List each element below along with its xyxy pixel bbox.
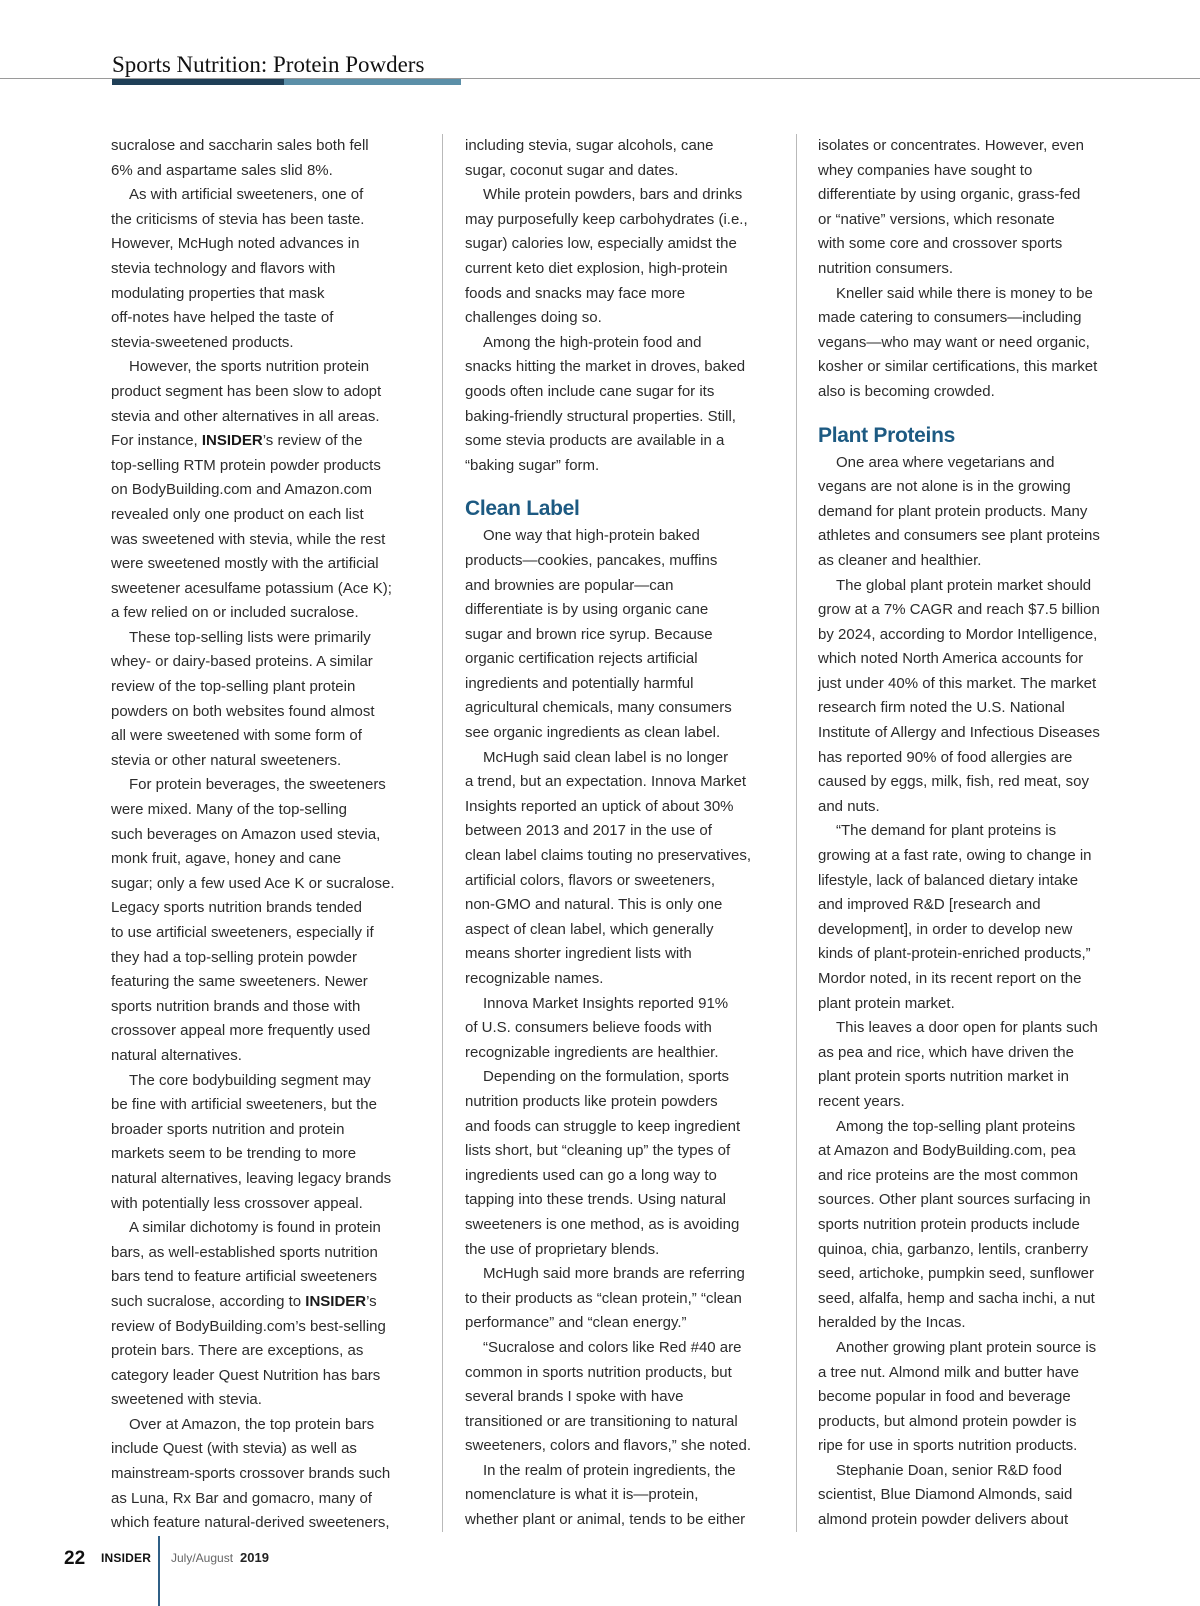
text-line: off-notes have helped the taste of [111, 309, 334, 327]
text-line: products—cookies, pancakes, muffins [465, 551, 718, 569]
text-line: tapping into these trends. Using natural [465, 1191, 726, 1209]
paragraph [465, 1262, 783, 1336]
text-line: performance” and “clean energy.” [465, 1314, 687, 1332]
text-line: For protein beverages, the sweeteners [129, 776, 386, 794]
text-line: Innova Market Insights reported 91% [483, 994, 729, 1012]
text-line: just under 40% of this market. The market [818, 674, 1097, 692]
text-line: sugar and brown rice syrup. Because [465, 625, 713, 643]
paragraph [111, 626, 429, 774]
text-line: with some core and crossover sports [818, 235, 1063, 253]
text-line: review of BodyBuilding.com’s best-selling [111, 1317, 386, 1335]
text-line: of U.S. consumers believe foods with [465, 1019, 712, 1037]
text-line: become popular in food and beverage [818, 1388, 1071, 1406]
text-line: sweeteners is one method, as is avoiding [465, 1215, 740, 1233]
text-line: “baking sugar” form. [465, 456, 600, 474]
paragraph [818, 1336, 1136, 1459]
text-line: scientist, Blue Diamond Almonds, said [818, 1486, 1073, 1504]
text-line: and improved R&D [research and [818, 896, 1041, 914]
text-line: McHugh said clean label is no longer [483, 748, 729, 766]
text-line: see organic ingredients as clean label. [465, 724, 721, 742]
text-line: which feature natural-derived sweeteners, [111, 1514, 390, 1532]
paragraph [818, 574, 1136, 820]
paragraph [465, 1336, 783, 1459]
text-line: foods and snacks may face more [465, 284, 686, 302]
text-line: recent years. [818, 1092, 905, 1110]
text-line: sugar; only a few used Ace K or sucralose. [111, 874, 395, 892]
text-line: sweetened with stevia. [111, 1391, 262, 1409]
text-line: including stevia, sugar alcohols, cane [465, 137, 714, 154]
text-line: sources. Other plant sources surfacing in [818, 1191, 1091, 1209]
article-column-3 [818, 134, 1136, 1533]
column-divider [796, 134, 797, 1532]
footer-year: 2019 [240, 1550, 269, 1565]
text-line: to use artificial sweeteners, especially if [111, 924, 374, 941]
text-line: common in sports nutrition products, but [465, 1363, 732, 1381]
paragraph [465, 134, 783, 183]
text-line: kinds of plant-protein-enriched products,” [818, 945, 1091, 963]
text-line: Insights reported an uptick of about 30% [465, 797, 734, 815]
paragraph [818, 282, 1136, 405]
text-line: The global plant protein market should [836, 576, 1092, 594]
text-line: as pea and rice, which have driven the [818, 1043, 1074, 1061]
text-line: the use of proprietary blends. [465, 1240, 660, 1258]
text-line: ingredients and potentially harmful [465, 674, 694, 692]
text-line: sucralose and saccharin sales both fell [111, 137, 369, 154]
paragraph [818, 1115, 1136, 1336]
text-line: Another growing plant protein source is [836, 1338, 1097, 1356]
text-line: sports nutrition brands and those with [111, 997, 361, 1015]
text-line: stevia-sweetened products. [111, 333, 294, 351]
text-line: nomenclature is what it is—protein, [465, 1486, 699, 1504]
text-line: sweeteners, colors and flavors,” she noted. [465, 1437, 751, 1455]
text-line: artificial colors, flavors or sweeteners, [465, 871, 716, 889]
text-line: Kneller said while there is money to be [836, 284, 1093, 302]
text-line: such beverages on Amazon used stevia, [111, 825, 381, 843]
text-line: aspect of clean label, which generally [465, 920, 714, 938]
paragraph [111, 1069, 429, 1217]
text-line: stevia or other natural sweeteners. [111, 751, 342, 769]
text-line: sugar) calories low, especially amidst the [465, 235, 737, 253]
text-line: the criticisms of stevia has been taste. [111, 210, 365, 228]
text-line: One area where vegetarians and [836, 453, 1055, 471]
text-line: caused by eggs, milk, fish, red meat, soy [818, 773, 1089, 791]
text-line: This leaves a door open for plants such [836, 1019, 1098, 1037]
text-line: plant protein market. [818, 994, 955, 1012]
text-line: by 2024, according to Mordor Intelligence, [818, 625, 1098, 643]
section-subheading: Plant Proteins [818, 423, 955, 447]
text-line: be fine with artificial sweeteners, but the [111, 1096, 377, 1114]
text-line: sugar, coconut sugar and dates. [465, 161, 679, 179]
text-line: Legacy sports nutrition brands tended [111, 899, 362, 917]
text-line: natural alternatives. [111, 1046, 242, 1064]
text-line: or “native” versions, which resonate [818, 210, 1055, 228]
column-divider [442, 134, 443, 1532]
text-line: they had a top-selling protein powder [111, 948, 357, 966]
paragraph [465, 183, 783, 331]
paragraph [465, 1065, 783, 1262]
text-line: grow at a 7% CAGR and reach $7.5 billion [818, 601, 1100, 619]
text-line: between 2013 and 2017 in the use of [465, 822, 712, 840]
text-line: Depending on the formulation, sports [483, 1068, 729, 1086]
section-subheading: Clean Label [465, 497, 580, 521]
paragraph [465, 746, 783, 992]
text-line: agricultural chemicals, many consumers [465, 699, 732, 717]
text-line: whey- or dairy-based proteins. A similar [111, 653, 373, 671]
text-line: heralded by the Incas. [818, 1314, 966, 1332]
text-line: baking-friendly structural properties. Still, [465, 407, 736, 425]
text-line: demand for plant protein products. Many [818, 502, 1088, 520]
text-line: differentiate by using organic, grass-fed [818, 186, 1081, 204]
text-line: sweetener acesulfame potassium (Ace K); [111, 579, 392, 597]
paragraph [818, 819, 1136, 1016]
text-line: seed, artichoke, pumpkin seed, sunflower [818, 1265, 1094, 1283]
text-line: 6% and aspartame sales slid 8%. [111, 161, 333, 179]
paragraph [111, 1216, 429, 1413]
text-line: Among the top-selling plant proteins [836, 1117, 1076, 1135]
text-line: lifestyle, lack of balanced dietary intake [818, 871, 1079, 889]
brand-mention: INSIDER [201, 432, 263, 450]
paragraph [818, 1016, 1136, 1114]
text-line: nutrition products like protein powders [465, 1092, 718, 1110]
text-line: and brownies are popular—can [465, 576, 674, 594]
text-line: as cleaner and healthier. [818, 551, 982, 569]
text-line: ingredients used can go a long way to [465, 1166, 717, 1184]
text-line: whey companies have sought to [818, 161, 1033, 179]
text-line: Stephanie Doan, senior R&D food [836, 1461, 1062, 1479]
text-line: stevia and other alternatives in all areas. [111, 407, 380, 425]
text-line: quinoa, chia, garbanzo, lentils, cranberry [818, 1240, 1089, 1258]
text-line: In the realm of protein ingredients, the [483, 1461, 736, 1479]
paragraph [111, 355, 429, 626]
text-line: “Sucralose and colors like Red #40 are [483, 1338, 742, 1356]
paragraph [111, 1413, 429, 1536]
text-line: review of the top-selling plant protein [111, 678, 356, 696]
paragraph [111, 134, 429, 183]
header-accent-bar-light [284, 79, 461, 85]
text-line: some stevia products are available in a [465, 432, 725, 450]
paragraph [818, 134, 1136, 282]
text-line: seed, alfalfa, hemp and sacha inchi, a nut [818, 1289, 1095, 1307]
text-line: However, the sports nutrition protein [129, 358, 370, 376]
text-line: transitioned or are transitioning to natural [465, 1412, 738, 1430]
text-line: on BodyBuilding.com and Amazon.com [111, 481, 372, 499]
paragraph [465, 992, 783, 1066]
text-line: whether plant or animal, tends to be either [465, 1511, 746, 1529]
text-line: isolates or concentrates. However, even [818, 137, 1084, 154]
text-line: research firm noted the U.S. National [818, 699, 1065, 717]
text-line: may purposefully keep carbohydrates (i.e., [465, 210, 748, 228]
text-line: snacks hitting the market in droves, baked [465, 358, 746, 376]
paragraph [465, 1459, 783, 1533]
text-line: a trend, but an expectation. Innova Market [465, 773, 747, 791]
text-line: were sweetened mostly with the artificial [111, 555, 379, 573]
section-title: Sports Nutrition: Protein Powders [112, 52, 425, 77]
text-line: monk fruit, agave, honey and cane [111, 850, 342, 868]
paragraph [818, 451, 1136, 574]
paragraph [465, 524, 783, 745]
text-line: modulating properties that mask [111, 284, 325, 302]
text-line: products, but almond protein powder is [818, 1412, 1077, 1430]
footer-divider [158, 1536, 160, 1606]
text-line: non-GMO and natural. This is only one [465, 896, 723, 914]
text-line: has reported 90% of food allergies are [818, 748, 1073, 766]
text-line: recognizable ingredients are healthier. [465, 1043, 719, 1061]
text-line: Over at Amazon, the top protein bars [129, 1415, 375, 1433]
text-line: category leader Quest Nutrition has bars [111, 1366, 381, 1384]
paragraph [465, 331, 783, 479]
text-line: were mixed. Many of the top-selling [111, 801, 347, 819]
paragraph [111, 773, 429, 1068]
text-line: Institute of Allergy and Infectious Diseases [818, 724, 1100, 742]
text-line: almond protein powder delivers about [818, 1511, 1069, 1529]
text-line: clean label claims touting no preservatives, [465, 847, 751, 865]
text-line: “The demand for plant proteins is [836, 822, 1057, 840]
text-line: athletes and consumers see plant proteins [818, 527, 1100, 545]
article-column-1 [111, 134, 429, 1536]
text-line: A similar dichotomy is found in protein [129, 1219, 381, 1237]
text-line: As with artificial sweeteners, one of [129, 186, 364, 204]
text-line: a few relied on or included sucralose. [111, 604, 359, 622]
text-line: powders on both websites found almost [111, 702, 375, 720]
text-line: was sweetened with stevia, while the rest [111, 530, 386, 548]
brand-mention: INSIDER [305, 1292, 367, 1310]
text-line: as Luna, Rx Bar and gomacro, many of [111, 1489, 372, 1507]
text-line: such sucralose, according to INSIDER’s [111, 1292, 377, 1310]
text-line: current keto diet explosion, high-protein [465, 259, 728, 277]
text-line: protein bars. There are exceptions, as [111, 1342, 364, 1360]
text-line: means shorter ingredient lists with [465, 945, 692, 963]
text-line: goods often include cane sugar for its [465, 382, 715, 400]
footer-brand: INSIDER [101, 1551, 152, 1565]
footer-issue: July/August [171, 1551, 234, 1565]
page-number: 22 [64, 1548, 86, 1569]
text-line: growing at a fast rate, owing to change in [818, 847, 1092, 865]
text-line: McHugh said more brands are referring [483, 1265, 745, 1283]
text-line: which noted North America accounts for [818, 650, 1084, 668]
text-line: revealed only one product on each list [111, 505, 364, 523]
text-line: sports nutrition protein products include [818, 1215, 1080, 1233]
text-line: For instance, INSIDER’s review of the [111, 432, 363, 450]
text-line: lists short, but “cleaning up” the types of [465, 1142, 731, 1160]
article-column-2 [465, 134, 783, 1533]
text-line: product segment has been slow to adopt [111, 382, 382, 400]
text-line: Among the high-protein food and [483, 333, 702, 351]
text-line: to their products as “clean protein,” “clean [465, 1289, 742, 1307]
paragraph [818, 1459, 1136, 1533]
text-line: challenges doing so. [465, 309, 602, 327]
text-line: markets seem to be trending to more [111, 1145, 357, 1163]
text-line: all were sweetened with some form of [111, 727, 362, 745]
text-line: natural alternatives, leaving legacy brands [111, 1169, 392, 1187]
text-line: recognizable names. [465, 970, 604, 987]
text-line: organic certification rejects artificial [465, 650, 698, 668]
text-line: vegans—who may want or need organic, [818, 333, 1090, 351]
text-line: plant protein sports nutrition market in [818, 1068, 1069, 1086]
text-line: bars tend to feature artificial sweeteners [111, 1268, 377, 1286]
text-line: Mordor noted, in its recent report on the [818, 970, 1082, 987]
text-line: a tree nut. Almond milk and butter have [818, 1363, 1079, 1381]
text-line: kosher or similar certifications, this market [818, 358, 1098, 376]
text-line: differentiate is by using organic cane [465, 601, 709, 619]
text-line: made catering to consumers—including [818, 309, 1082, 327]
text-line: nutrition consumers. [818, 259, 954, 277]
text-line: featuring the same sweeteners. Newer [111, 973, 368, 991]
text-line: These top-selling lists were primarily [129, 628, 371, 646]
header-accent-bar-dark [112, 79, 284, 85]
text-line: broader sports nutrition and protein [111, 1120, 345, 1138]
text-line: and nuts. [818, 797, 880, 815]
text-line: top-selling RTM protein powder products [111, 456, 381, 474]
text-line: ripe for use in sports nutrition products. [818, 1437, 1078, 1455]
text-line: mainstream-sports crossover brands such [111, 1465, 391, 1483]
text-line: and foods can struggle to keep ingredient [465, 1117, 741, 1135]
text-line: stevia technology and flavors with [111, 259, 336, 277]
text-line: also is becoming crowded. [818, 382, 995, 400]
text-line: bars, as well-established sports nutrition [111, 1243, 378, 1261]
text-line: The core bodybuilding segment may [129, 1071, 371, 1089]
text-line: include Quest (with stevia) as well as [111, 1440, 357, 1458]
text-line: However, McHugh noted advances in [111, 235, 360, 253]
text-line: development], in order to develop new [818, 920, 1073, 938]
text-line: While protein powders, bars and drinks [483, 186, 743, 204]
text-line: at Amazon and BodyBuilding.com, pea [818, 1142, 1076, 1160]
text-line: vegans are not alone is in the growing [818, 478, 1071, 496]
text-line: One way that high-protein baked [483, 527, 700, 545]
text-line: several brands I spoke with have [465, 1388, 684, 1406]
text-line: and rice proteins are the most common [818, 1166, 1079, 1184]
paragraph [111, 183, 429, 355]
text-line: with potentially less crossover appeal. [111, 1194, 363, 1212]
text-line: crossover appeal more frequently used [111, 1022, 371, 1040]
